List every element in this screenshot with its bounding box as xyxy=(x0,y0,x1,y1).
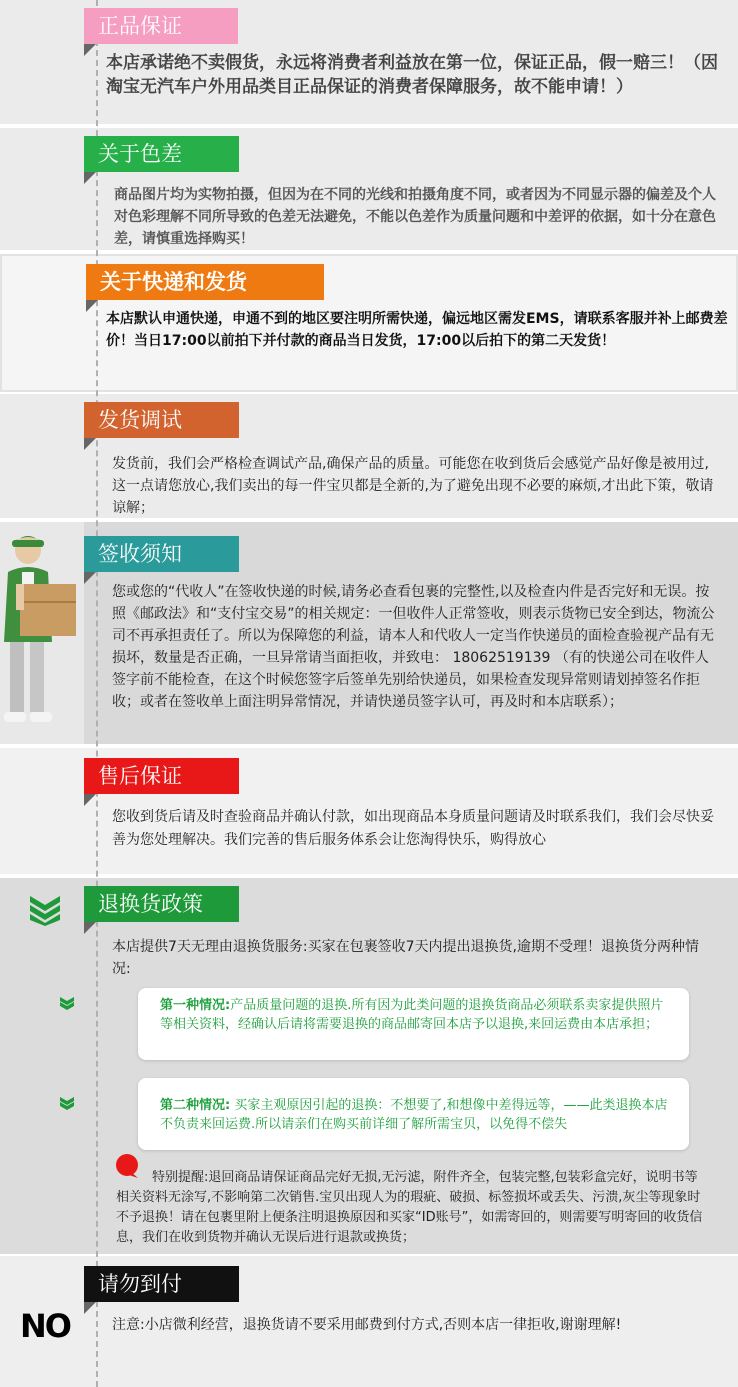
section-title-tag xyxy=(84,402,239,438)
section-title: 正品保证 xyxy=(98,14,182,38)
section-text: 发货前，我们会严格检查调试产品,确保产品的质量。可能您在收到货后会感觉产品好像是被用过,这一点请您放心,我们卖出的每一件宝贝都是全新的,为了避免出现不必要的麻烦,才出此下策，敬请谅解； xyxy=(112,456,714,516)
section-text: 本店承诺绝不卖假货，永远将消费者利益放在第一位，保证正品，假一赔三！（因淘宝无汽车户外用品类目正品保证的消费者保障服务，故不能申请！） xyxy=(106,53,718,97)
section-title-tag xyxy=(84,536,239,572)
chevron-small-icon xyxy=(60,996,74,1010)
section-text: 注意:小店微利经营，退换货请不要采用邮费到付方式,否则本店一律拒收,谢谢理解! xyxy=(112,1317,622,1333)
delivery-man-photo xyxy=(0,522,84,744)
section-title: 发货调试 xyxy=(98,408,182,432)
section-title-tag xyxy=(84,8,238,44)
section-text: 本店默认申通快递，申通不到的地区要注明所需快递，偏远地区需发EMS，请联系客服并补上邮费差价！当日17:00以前拍下并付款的商品当日发货，17:00以后拍下的第二天发货！ xyxy=(106,311,728,349)
case-one-text: 产品质量问题的退换.所有因为此类问题的退换货商品必须联系卖家提供照片等相关资料，经确认后请将需要退换的商品邮寄回本店予以退换,来回运费由本店承担； xyxy=(160,998,664,1032)
section-no-cod xyxy=(0,1256,738,1387)
section-title: 关于快递和发货 xyxy=(100,270,247,294)
section-title: 请勿到付 xyxy=(98,1272,182,1296)
section-text: 您或您的“代收人”在签收快递的时候,请务必查看包裹的完整性,以及检查内件是否完好和无误。按照《邮政法》和“支付宝交易”的相关规定：一但收件人正常签收，则表示货物已安全到达，物流公司不再承担责任了。所以为保障您的利益，请本人和代收人一定当作快递员的面检查验视产品有无损坏，数量是否正确，一旦异常请当面拒收，并致电： 18062519139 （有的快递公司在收件人签字前不能检查，在这个时候您签字后签单先别给快递员，如果检查发现异常则请划掉签名作拒收；或者在签收单上面注明异常情况，并请快递员签字认可，再及时和本店联系）； xyxy=(112,584,715,710)
case-two-text: 买家主观原因引起的退换：不想要了,和想像中差得远等，——此类退换本店不负责来回运费.所以请亲们在购买前详细了解所需宝贝，以免得不偿失 xyxy=(160,1098,668,1132)
special-notice-text: 特别提醒:退回商品请保证商品完好无损,无污滤，附件齐全，包装完整,包装彩盒完好，说明书等相关资料无涂写,不影响第二次销售.宝贝出现人为的瑕疵、破损、标签损坏或丢失、污溃,灰尘等现象时不予退换！请在包裹里附上便条注明退换原因和买家“ID账号”，如需寄回的，则需要写明寄回的收货信息，我们在收到货物并确认无误后进行退款或换货； xyxy=(116,1170,703,1245)
section-shipping xyxy=(0,254,738,392)
section-title: 售后保证 xyxy=(98,764,182,788)
case-two-label: 第二种情况: xyxy=(160,1098,231,1113)
section-title: 签收须知 xyxy=(98,542,182,566)
section-text: 本店提供7天无理由退换货服务:买家在包裹签收7天内提出退换货,逾期不受理！退换货分两种情况: xyxy=(112,939,699,977)
section-title-tag xyxy=(84,758,239,794)
section-authentic-guarantee xyxy=(0,0,738,126)
return-case-one-card xyxy=(138,988,689,1060)
section-title: 退换货政策 xyxy=(98,892,203,916)
section-title-tag xyxy=(84,886,239,922)
dashed-timeline xyxy=(96,0,98,1387)
section-after-sales xyxy=(0,746,738,876)
section-text: 您收到货后请及时查验商品并确认付款，如出现商品本身质量问题请及时联系我们，我们会尽快妥善为您处理解决。我们完善的售后服务体系会让您淘得快乐，购得放心 xyxy=(112,809,714,848)
no-mark: NO xyxy=(20,1307,70,1345)
return-case-two-card xyxy=(138,1078,689,1150)
section-title-tag xyxy=(84,1266,239,1302)
section-text: 商品图片均为实物拍摄，但因为在不同的光线和拍摄角度不同，或者因为不同显示器的偏差及个人对色彩理解不同所导致的色差无法避免，不能以色差作为质量问题和中差评的依据，如十分在意色差，请慎重选择购买！ xyxy=(114,187,716,247)
section-title: 关于色差 xyxy=(98,142,182,166)
section-title-tag xyxy=(86,264,324,300)
section-signing-notice xyxy=(0,522,738,744)
section-return-policy xyxy=(0,878,738,1254)
chevron-small-icon xyxy=(60,1096,74,1110)
case-one-label: 第一种情况: xyxy=(160,998,231,1013)
section-debugging xyxy=(0,394,738,520)
chevron-stack-icon xyxy=(28,892,62,926)
section-color-difference xyxy=(0,128,738,252)
section-title-tag xyxy=(84,136,239,172)
